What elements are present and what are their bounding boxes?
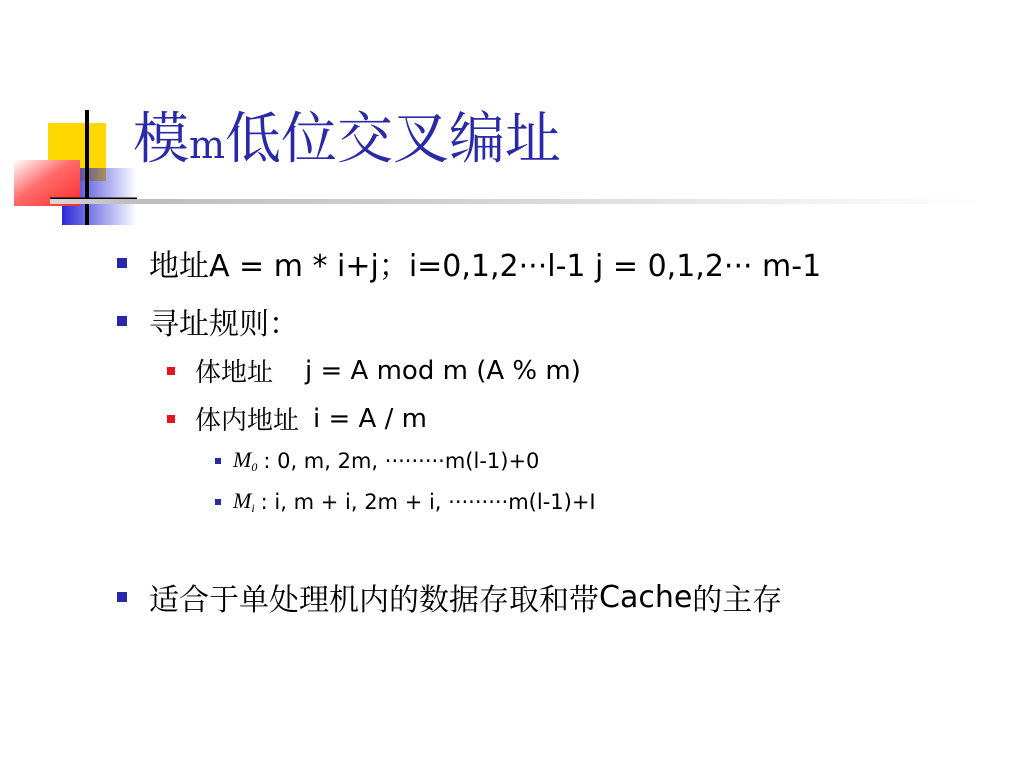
address-label: 地址 <box>149 249 209 284</box>
body-address-label: 体地址 <box>195 358 274 388</box>
bullet-square-icon <box>215 458 221 464</box>
title-decoration <box>0 0 140 230</box>
inner-address-formula: i = A / m <box>313 403 427 434</box>
title-m: m <box>189 123 226 167</box>
bullet-square-icon <box>167 367 175 375</box>
bullet-mi <box>215 488 596 516</box>
rules-label: 寻址规则： <box>149 307 299 342</box>
address-formula: A = m * i+j；i=0,1,2···l-1 j = 0,1,2··· m-1 <box>209 249 822 284</box>
bullet-square-icon <box>117 592 127 602</box>
bullet-inner-address <box>167 400 427 437</box>
title-part2: 低位交叉编址 <box>225 107 562 172</box>
mi-symbol: $M_i$ <box>233 488 255 515</box>
bullet-square-icon <box>215 499 221 505</box>
bullet-m0 <box>215 447 539 475</box>
bullet-suitable <box>117 575 782 619</box>
mi-text: : i, m + i, 2m + i, ·········m(l-1)+I <box>260 490 596 514</box>
inner-address-label: 体内地址 <box>195 406 300 436</box>
m0-symbol: $M_0$ <box>233 447 258 474</box>
bullet-square-icon <box>117 258 127 268</box>
body-address-formula: j = A mod m (A % m) <box>305 355 581 386</box>
bullet-square-icon <box>167 415 175 423</box>
suitable-cache: Cache <box>599 579 693 615</box>
bullet-rules <box>117 299 299 343</box>
bullet-body-address <box>167 352 581 389</box>
suitable-part1: 适合于单处理机内的数据存取和带 <box>149 583 599 618</box>
bullet-square-icon <box>117 316 127 326</box>
title-part1: 模 <box>133 107 189 172</box>
bullet-address <box>117 241 821 285</box>
m0-text: : 0, m, 2m, ·········m(l-1)+0 <box>263 449 540 473</box>
suitable-part2: 的主存 <box>692 583 783 618</box>
title-underline <box>50 199 980 204</box>
slide-title <box>133 107 562 172</box>
